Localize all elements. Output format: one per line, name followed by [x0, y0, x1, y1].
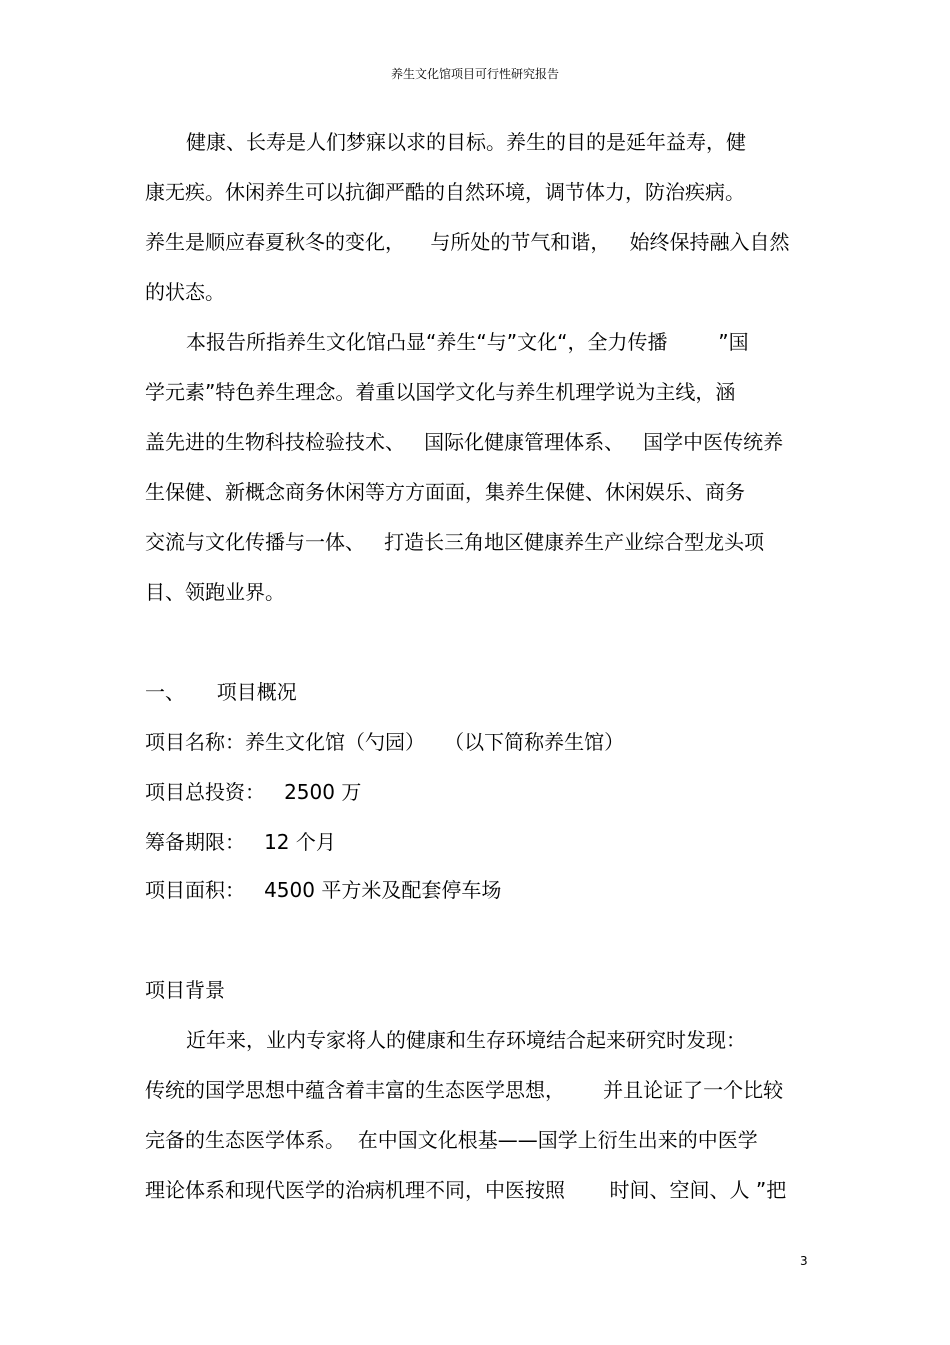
paragraph-2-line-2: 学元素”特色养生理念。着重以国学文化与养生机理学说为主线，涵: [145, 380, 736, 404]
paragraph-2-line-4: 生保健、新概念商务休闲等方方面面，集养生保健、休闲娱乐、商务: [145, 480, 745, 504]
section-2-line-2: 传统的国学思想中蕴含着丰富的生态医学思想， 并且论证了一个比较: [145, 1078, 784, 1102]
page-header: 养生文化馆项目可行性研究报告: [390, 67, 559, 81]
project-investment-item: 项目总投资： 2500 万: [145, 780, 362, 804]
paragraph-2-line-1: 本报告所指养生文化馆凸显“养生“与”文化“，全力传播 ”国: [186, 330, 749, 354]
project-name-item: 项目名称：养生文化馆（勺园） （以下简称养生馆）: [145, 730, 625, 754]
paragraph-1-line-3: 养生是顺应春夏秋冬的变化， 与所处的节气和谐， 始终保持融入自然: [145, 230, 790, 254]
project-area-item: 项目面积： 4500 平方米及配套停车场: [145, 878, 502, 902]
paragraph-1-line-4: 的状态。: [145, 280, 225, 304]
section-2-line-4: 理论体系和现代医学的治病机理不同，中医按照 时间、空间、人 ”把: [145, 1178, 787, 1202]
page-number: 3: [800, 1254, 808, 1268]
section-2-heading: 项目背景: [145, 978, 225, 1002]
preparation-period-item: 筹备期限： 12 个月: [145, 830, 336, 854]
paragraph-2-line-3: 盖先进的生物科技检验技术、 国际化健康管理体系、 国学中医传统养: [145, 430, 784, 454]
section-2-line-1: 近年来，业内专家将人的健康和生存环境结合起来研究时发现：: [186, 1028, 746, 1052]
paragraph-2-line-6: 目、领跑业界。: [145, 580, 285, 604]
section-2-line-3: 完备的生态医学体系。 在中国文化根基——国学上衍生出来的中医学: [145, 1128, 758, 1152]
paragraph-1-line-1: 健康、长寿是人们梦寐以求的目标。养生的目的是延年益寿，健: [186, 130, 746, 154]
paragraph-2-line-5: 交流与文化传播与一体、 打造长三角地区健康养生产业综合型龙头项: [145, 530, 765, 554]
section-1-heading: 一、 项目概况: [145, 680, 297, 704]
paragraph-1-line-2: 康无疾。休闲养生可以抗御严酷的自然环境，调节体力，防治疾病。: [145, 180, 745, 204]
